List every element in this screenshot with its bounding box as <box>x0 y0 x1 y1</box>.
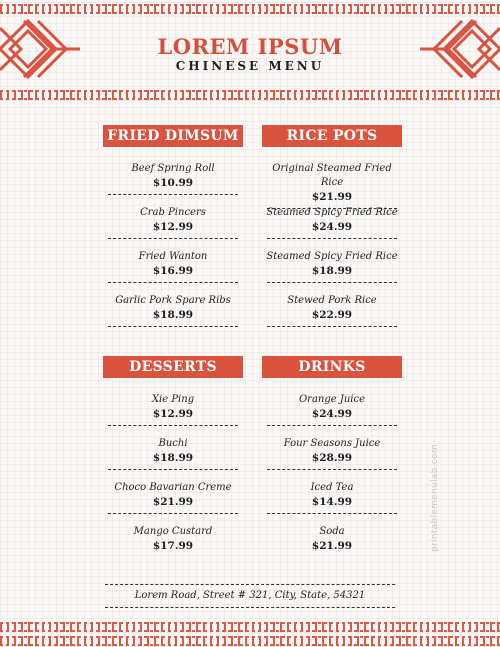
item-price: $18.99 <box>152 452 194 464</box>
menu-item <box>103 437 243 481</box>
item-name: Garlic Pork Spare Ribs <box>115 295 231 306</box>
item-divider <box>108 326 238 327</box>
footer-divider-bottom <box>105 607 395 608</box>
footer-address: Lorem Road, Street # 321, City, State, 54321 <box>134 590 366 601</box>
item-price: $14.99 <box>311 496 353 508</box>
item-price: $21.99 <box>311 191 353 203</box>
item-name: Steamed Spicy Fried Rice <box>266 251 398 262</box>
section-header: DESSERTS <box>103 356 243 378</box>
item-price: $24.99 <box>311 408 353 420</box>
item-price: $28.99 <box>311 452 353 464</box>
item-name: Choco Bavarian Creme <box>114 482 232 493</box>
item-divider <box>267 469 397 470</box>
item-price: $12.99 <box>152 408 194 420</box>
item-divider <box>108 425 238 426</box>
item-name: Buchi <box>158 438 188 449</box>
item-divider <box>267 282 397 283</box>
menu-item <box>262 525 402 569</box>
menu-item <box>262 162 402 206</box>
item-name: Four Seasons Juice <box>283 438 381 449</box>
item-divider <box>267 326 397 327</box>
item-price: $17.99 <box>152 540 194 552</box>
menu-item <box>103 206 243 250</box>
bottom-border <box>0 622 500 632</box>
item-divider <box>108 282 238 283</box>
item-price: $18.99 <box>152 309 194 321</box>
menu-item <box>103 162 243 206</box>
section-fried-dimsum <box>103 125 243 338</box>
menu-item <box>103 393 243 437</box>
item-price: $12.99 <box>152 221 194 233</box>
item-name: Original Steamed Fried Rice <box>272 163 392 188</box>
footer-divider-top <box>105 584 395 585</box>
item-name: Xie Ping <box>151 394 195 405</box>
header-divider-border <box>0 90 500 100</box>
item-divider <box>108 194 238 195</box>
item-price: $16.99 <box>152 265 194 277</box>
menu-item <box>262 481 402 525</box>
item-name: Beef Spring Roll <box>131 163 215 174</box>
menu-item <box>262 393 402 437</box>
menu-item <box>262 206 402 250</box>
menu-item <box>103 250 243 294</box>
menu-item <box>262 250 402 294</box>
item-divider <box>267 238 397 239</box>
item-divider <box>267 425 397 426</box>
item-divider <box>108 513 238 514</box>
menu-item <box>103 294 243 338</box>
item-name: Mango Custard <box>133 526 213 537</box>
item-divider <box>108 469 238 470</box>
section-drinks <box>262 356 402 569</box>
item-name: Iced Tea <box>310 482 354 493</box>
item-name: Stewed Pork Rice <box>287 295 377 306</box>
item-name: Soda <box>319 526 345 537</box>
watermark: printablemenulab.com <box>430 444 440 552</box>
item-price: $24.99 <box>311 221 353 233</box>
menu-subtitle: CHINESE MENU <box>175 59 325 73</box>
menu-item <box>262 437 402 481</box>
section-desserts <box>103 356 243 569</box>
section-header: RICE POTS <box>262 125 402 147</box>
item-price: $21.99 <box>152 496 194 508</box>
menu-item <box>103 525 243 569</box>
section-header: FRIED DIMSUM <box>103 125 243 147</box>
item-divider <box>108 238 238 239</box>
top-border <box>0 4 500 14</box>
section-header: DRINKS <box>262 356 402 378</box>
item-name: Orange Juice <box>298 394 366 405</box>
section-rice-pots <box>262 125 402 338</box>
menu-title: LOREM IPSUM <box>157 34 343 59</box>
menu-item <box>103 481 243 525</box>
item-price: $10.99 <box>152 177 194 189</box>
item-price: $21.99 <box>311 540 353 552</box>
item-name: Fried Wanton <box>138 251 208 262</box>
menu-item <box>262 294 402 338</box>
item-divider <box>267 513 397 514</box>
item-name: Steamed Spicy Fried Rice <box>266 207 398 218</box>
item-price: $18.99 <box>311 265 353 277</box>
item-price: $22.99 <box>311 309 353 321</box>
bottom-border-lower <box>0 636 500 646</box>
item-name: Crab Pincers <box>140 207 206 218</box>
